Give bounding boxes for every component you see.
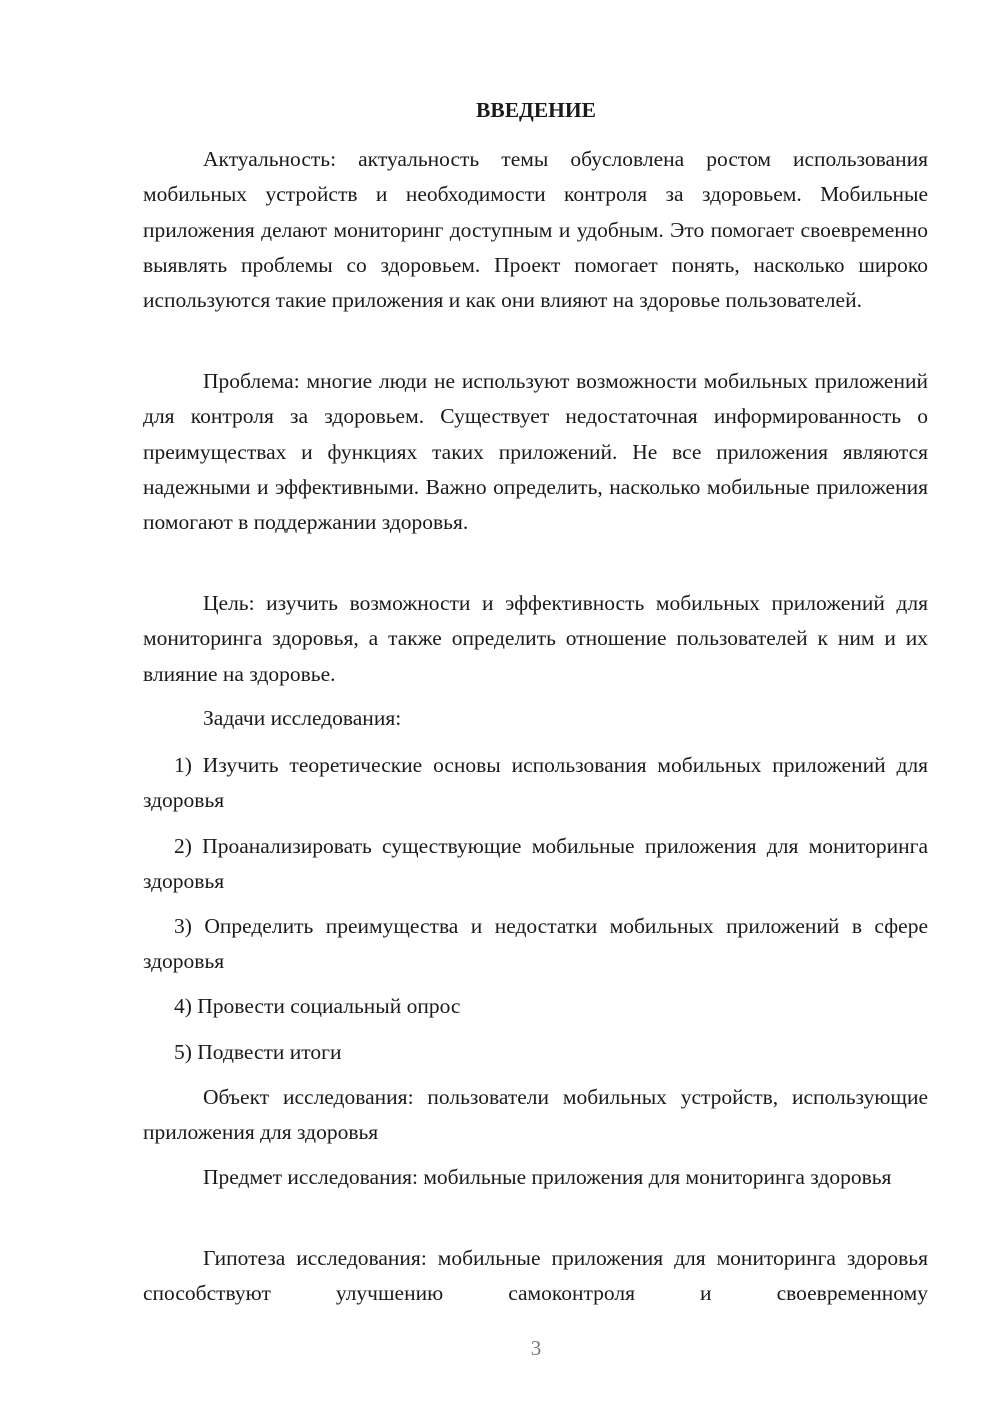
paragraph-hypothesis: Гипотеза исследования: мобильные приложения для мониторинга здоровья способствуют улучшению самоконтроля и своевременному (143, 1246, 928, 1306)
task-item: 4) Провести социальный опрос (174, 994, 461, 1018)
task-item: 5) Подвести итоги (174, 1040, 342, 1064)
paragraph-relevance: Актуальность: актуальность темы обусловлена ростом использования мобильных устройств и необходимости контроля за здоровьем. Мобильные приложения делают мониторинг доступным и удобным. Это помогает своевременно выявлять проблемы со здоровьем. Проект помогает понять, насколько широко используются такие приложения и как они влияют на здоровье пользователей. (143, 147, 928, 313)
task-item: 3) Определить преимущества и недостатки мобильных приложений в сфере здоровья (143, 914, 928, 974)
tasks-title: Задачи исследования: (203, 706, 402, 730)
task-item: 2) Проанализировать существующие мобильные приложения для мониторинга здоровья (143, 834, 928, 894)
paragraph-problem: Проблема: многие люди не используют возможности мобильных приложений для контроля за здоровьем. Существует недостаточная информированность о преимуществах и функциях таких приложений. Не все приложения являются надежными и эффективными. Важно определить, насколько мобильные приложения помогают в поддержании здоровья. (143, 369, 928, 535)
paragraph-goal: Цель: изучить возможности и эффективность мобильных приложений для мониторинга здоровья, а также определить отношение пользователей к ним и их влияние на здоровье. (143, 591, 928, 686)
paragraph-subject: Предмет исследования: мобильные приложения для мониторинга здоровья (203, 1165, 892, 1189)
page-number: 3 (530, 1336, 542, 1360)
section-heading: ВВЕДЕНИЕ (476, 98, 596, 122)
task-item: 1) Изучить теоретические основы использования мобильных приложений для здоровья (143, 753, 928, 813)
paragraph-object: Объект исследования: пользователи мобильных устройств, использующие приложения для здоровья (143, 1085, 928, 1145)
